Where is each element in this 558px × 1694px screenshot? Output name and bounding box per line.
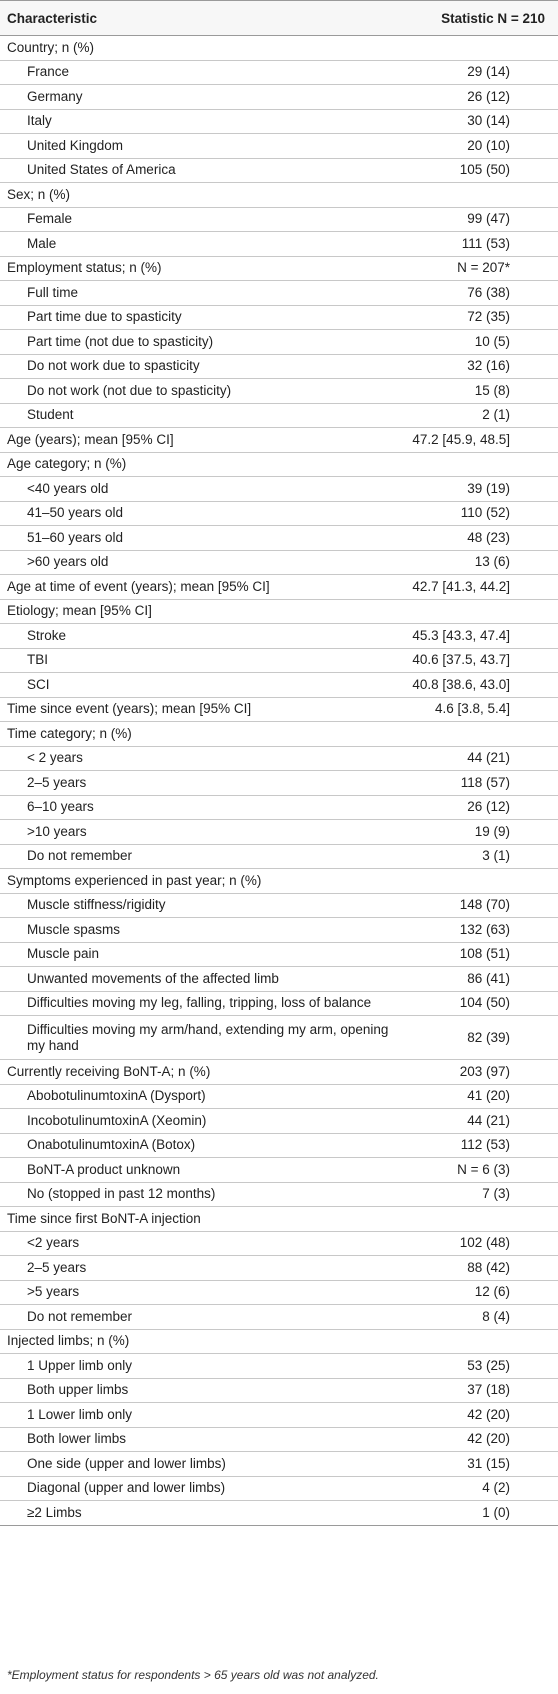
table-row-item (0, 550, 558, 575)
row-value (390, 869, 558, 894)
table-row-category (0, 1060, 558, 1085)
row-value: 44 (21) (390, 1109, 558, 1134)
table-row-item (0, 158, 558, 183)
table-row-item (0, 403, 558, 428)
row-value: 86 (41) (390, 967, 558, 992)
row-label: Age (years); mean [95% CI] (0, 428, 390, 453)
row-label: Full time (0, 281, 390, 306)
row-value: 99 (47) (390, 207, 558, 232)
row-value: 42 (20) (390, 1403, 558, 1428)
header-row (0, 1, 558, 36)
row-value: 30 (14) (390, 109, 558, 134)
row-label: Time since event (years); mean [95% CI] (0, 697, 390, 722)
row-value: 88 (42) (390, 1256, 558, 1281)
row-value: 132 (63) (390, 918, 558, 943)
table-row-item (0, 1378, 558, 1403)
row-label: Student (0, 403, 390, 428)
row-label: Employment status; n (%) (0, 256, 390, 281)
table-row-item (0, 305, 558, 330)
row-label: TBI (0, 648, 390, 673)
table-row-item (0, 207, 558, 232)
row-label: One side (upper and lower limbs) (0, 1452, 390, 1477)
row-value: 111 (53) (390, 232, 558, 257)
row-value: 76 (38) (390, 281, 558, 306)
row-label: BoNT-A product unknown (0, 1158, 390, 1183)
table-row-category (0, 599, 558, 624)
row-label: Both upper limbs (0, 1378, 390, 1403)
row-value (390, 183, 558, 208)
row-value: 7 (3) (390, 1182, 558, 1207)
row-label: United States of America (0, 158, 390, 183)
row-value: 118 (57) (390, 771, 558, 796)
table-row-item (0, 1256, 558, 1281)
row-value: N = 6 (3) (390, 1158, 558, 1183)
row-value: 19 (9) (390, 820, 558, 845)
row-label: Muscle stiffness/rigidity (0, 893, 390, 918)
row-label: OnabotulinumtoxinA (Botox) (0, 1133, 390, 1158)
row-label: 1 Upper limb only (0, 1354, 390, 1379)
row-value: 42.7 [41.3, 44.2] (390, 575, 558, 600)
table-row-category (0, 575, 558, 600)
row-value: 53 (25) (390, 1354, 558, 1379)
row-label: Male (0, 232, 390, 257)
row-label: Country; n (%) (0, 36, 390, 61)
row-label: IncobotulinumtoxinA (Xeomin) (0, 1109, 390, 1134)
row-value: 110 (52) (390, 501, 558, 526)
table-row-item (0, 1476, 558, 1501)
table-row-category (0, 452, 558, 477)
row-label: AbobotulinumtoxinA (Dysport) (0, 1084, 390, 1109)
header-characteristic: Characteristic (0, 1, 390, 36)
row-label: 2–5 years (0, 1256, 390, 1281)
row-value: 32 (16) (390, 354, 558, 379)
row-value: 39 (19) (390, 477, 558, 502)
table-row-item (0, 134, 558, 159)
row-label: Part time due to spasticity (0, 305, 390, 330)
row-value: 108 (51) (390, 942, 558, 967)
row-label: <40 years old (0, 477, 390, 502)
table-row-item (0, 232, 558, 257)
row-label: Unwanted movements of the affected limb (0, 967, 390, 992)
table-row-category (0, 1329, 558, 1354)
table-row-item (0, 918, 558, 943)
row-value: 1 (0) (390, 1501, 558, 1526)
table-row-item (0, 379, 558, 404)
row-label: Germany (0, 85, 390, 110)
table-row-item (0, 893, 558, 918)
table-row-item (0, 1403, 558, 1428)
row-label: Do not remember (0, 1305, 390, 1330)
table-row-item (0, 771, 558, 796)
row-label: Time category; n (%) (0, 722, 390, 747)
row-value (390, 1207, 558, 1232)
row-value (390, 1329, 558, 1354)
row-value: 37 (18) (390, 1378, 558, 1403)
row-label: Injected limbs; n (%) (0, 1329, 390, 1354)
row-value: 112 (53) (390, 1133, 558, 1158)
row-label: Symptoms experienced in past year; n (%) (0, 869, 390, 894)
row-label: Time since first BoNT-A injection (0, 1207, 390, 1232)
row-value: 105 (50) (390, 158, 558, 183)
table-row-item (0, 648, 558, 673)
row-label: >10 years (0, 820, 390, 845)
table-row-item (0, 109, 558, 134)
table-row-item (0, 1501, 558, 1526)
table-row-item (0, 624, 558, 649)
table-row-item (0, 526, 558, 551)
row-label: Currently receiving BoNT-A; n (%) (0, 1060, 390, 1085)
row-label: Muscle spasms (0, 918, 390, 943)
table-row-item (0, 1133, 558, 1158)
row-label: Age at time of event (years); mean [95% CI] (0, 575, 390, 600)
row-value: 4.6 [3.8, 5.4] (390, 697, 558, 722)
row-label: Do not work (not due to spasticity) (0, 379, 390, 404)
row-label: France (0, 60, 390, 85)
row-value: 2 (1) (390, 403, 558, 428)
row-label: Both lower limbs (0, 1427, 390, 1452)
row-value: 148 (70) (390, 893, 558, 918)
row-value: 42 (20) (390, 1427, 558, 1452)
table-row-item (0, 942, 558, 967)
row-label: Italy (0, 109, 390, 134)
row-value: 3 (1) (390, 844, 558, 869)
table-row-category (0, 722, 558, 747)
table-row-item (0, 967, 558, 992)
row-value (390, 36, 558, 61)
table-row-item (0, 1158, 558, 1183)
table-row-item (0, 673, 558, 698)
table-row-item (0, 991, 558, 1016)
table-row-item (0, 1084, 558, 1109)
table-row-item (0, 477, 558, 502)
table-row-item (0, 1427, 558, 1452)
row-label: ≥2 Limbs (0, 1501, 390, 1526)
header-statistic: Statistic N = 210 (390, 1, 558, 36)
table-body (0, 36, 558, 1526)
row-label: Part time (not due to spasticity) (0, 330, 390, 355)
row-value: 72 (35) (390, 305, 558, 330)
row-value: 45.3 [43.3, 47.4] (390, 624, 558, 649)
row-value: 15 (8) (390, 379, 558, 404)
footnote: *Employment status for respondents > 65 years old was not analyzed. (7, 1668, 379, 1682)
row-value: 41 (20) (390, 1084, 558, 1109)
row-label: Do not work due to spasticity (0, 354, 390, 379)
row-value: 40.6 [37.5, 43.7] (390, 648, 558, 673)
row-value: 26 (12) (390, 795, 558, 820)
row-label: < 2 years (0, 746, 390, 771)
row-value: 44 (21) (390, 746, 558, 771)
table-row-item (0, 1231, 558, 1256)
table-row-item (0, 501, 558, 526)
row-value: 82 (39) (390, 1016, 558, 1060)
row-label: 51–60 years old (0, 526, 390, 551)
table-row-item (0, 820, 558, 845)
row-value: 8 (4) (390, 1305, 558, 1330)
table-row-category (0, 697, 558, 722)
table-row-item (0, 60, 558, 85)
table-row-item (0, 844, 558, 869)
table-row-item (0, 795, 558, 820)
row-label: 6–10 years (0, 795, 390, 820)
row-value: 31 (15) (390, 1452, 558, 1477)
table-row-category (0, 36, 558, 61)
table-row-category (0, 428, 558, 453)
row-value: 29 (14) (390, 60, 558, 85)
row-label: No (stopped in past 12 months) (0, 1182, 390, 1207)
row-label: Sex; n (%) (0, 183, 390, 208)
row-value: N = 207* (390, 256, 558, 281)
row-value: 47.2 [45.9, 48.5] (390, 428, 558, 453)
row-value (390, 599, 558, 624)
table-row-item (0, 1305, 558, 1330)
row-value: 20 (10) (390, 134, 558, 159)
row-label: >60 years old (0, 550, 390, 575)
row-value: 12 (6) (390, 1280, 558, 1305)
table-row-item (0, 85, 558, 110)
row-value: 40.8 [38.6, 43.0] (390, 673, 558, 698)
row-label: Do not remember (0, 844, 390, 869)
row-label: Difficulties moving my leg, falling, tripping, loss of balance (0, 991, 390, 1016)
table-row-item (0, 1280, 558, 1305)
table-row-item (0, 1109, 558, 1134)
row-value (390, 452, 558, 477)
row-value (390, 722, 558, 747)
row-value: 10 (5) (390, 330, 558, 355)
table-row-category (0, 183, 558, 208)
row-value: 26 (12) (390, 85, 558, 110)
table-row-item (0, 281, 558, 306)
table-row-item (0, 354, 558, 379)
row-label: Etiology; mean [95% CI] (0, 599, 390, 624)
row-label: Female (0, 207, 390, 232)
row-value: 102 (48) (390, 1231, 558, 1256)
row-label: 2–5 years (0, 771, 390, 796)
table-row-item (0, 1182, 558, 1207)
table-row-item (0, 1016, 558, 1060)
row-label: Difficulties moving my arm/hand, extending my arm, opening my hand (0, 1016, 390, 1060)
row-value: 48 (23) (390, 526, 558, 551)
row-label: Muscle pain (0, 942, 390, 967)
table-row-item (0, 330, 558, 355)
row-label: <2 years (0, 1231, 390, 1256)
row-label: >5 years (0, 1280, 390, 1305)
row-label: 1 Lower limb only (0, 1403, 390, 1428)
row-value: 13 (6) (390, 550, 558, 575)
row-label: United Kingdom (0, 134, 390, 159)
row-label: SCI (0, 673, 390, 698)
row-value: 203 (97) (390, 1060, 558, 1085)
row-label: 41–50 years old (0, 501, 390, 526)
table-row-category (0, 1207, 558, 1232)
row-value: 4 (2) (390, 1476, 558, 1501)
row-label: Stroke (0, 624, 390, 649)
table-row-item (0, 1452, 558, 1477)
row-value: 104 (50) (390, 991, 558, 1016)
table-row-item (0, 746, 558, 771)
row-label: Age category; n (%) (0, 452, 390, 477)
table-row-category (0, 256, 558, 281)
row-label: Diagonal (upper and lower limbs) (0, 1476, 390, 1501)
table-row-item (0, 1354, 558, 1379)
table-row-category (0, 869, 558, 894)
